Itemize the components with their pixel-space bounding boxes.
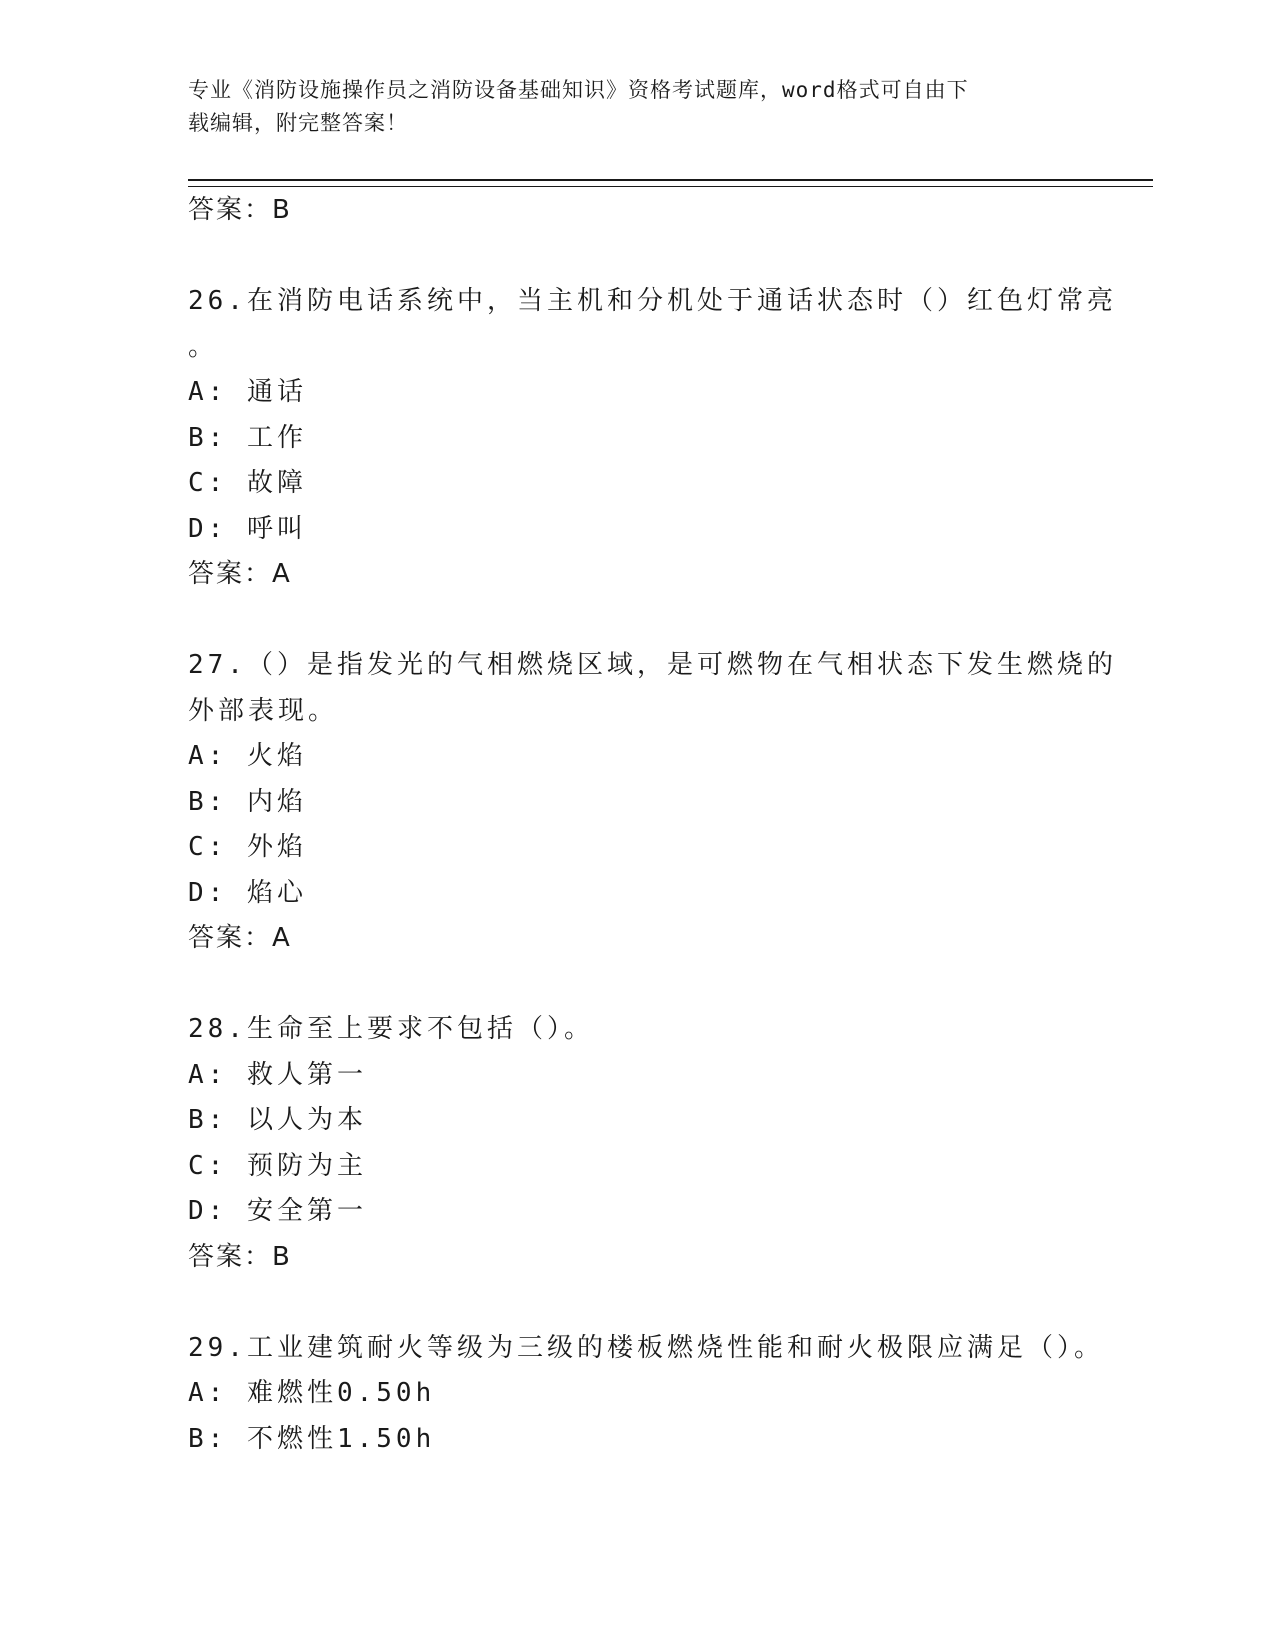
option-a: A: 难燃性0.50h [188, 1378, 436, 1408]
spacer [188, 1280, 1088, 1326]
option-d: D: 呼叫 [188, 513, 307, 544]
answer-line: 答案：B [188, 195, 292, 225]
option-a: A: 火焰 [188, 741, 307, 771]
question-stem: 29.工业建筑耐火等级为三级的楼板燃烧性能和耐火极限应满足（）。 [188, 1332, 1104, 1363]
question-stem-continued: 。 [188, 331, 219, 362]
option-c: C: 故障 [188, 468, 307, 498]
option-d: D: 安全第一 [188, 1196, 367, 1226]
spacer [188, 962, 1088, 1008]
question-stem: 28.生命至上要求不包括（）。 [188, 1014, 594, 1044]
spacer [188, 234, 1088, 280]
question-28 [188, 1007, 1088, 1280]
option-d: D: 焰心 [188, 877, 307, 908]
question-27 [188, 643, 1117, 962]
question-stem: 26.在消防电话系统中，当主机和分机处于通话状态时（）红色灯常亮 [188, 286, 1117, 316]
option-c: C: 预防为主 [188, 1150, 367, 1181]
option-b: B: 内焰 [188, 786, 307, 817]
question-list [188, 188, 1117, 1462]
document-header [188, 74, 1068, 140]
answer-line: 答案：A [188, 923, 292, 953]
question-29 [188, 1326, 1104, 1463]
answer-line: 答案：B [188, 1241, 292, 1272]
answer-line: 答案：A [188, 559, 292, 589]
option-a: A: 救人第一 [188, 1059, 367, 1090]
question-26 [188, 279, 1117, 598]
header-divider [188, 179, 1153, 187]
spacer [188, 598, 1088, 644]
option-b: B: 工作 [188, 422, 307, 453]
option-b: B: 以人为本 [188, 1105, 367, 1135]
question-stem: 27.（）是指发光的气相燃烧区域，是可燃物在气相状态下发生燃烧的 [188, 650, 1117, 680]
header-line-2: 载编辑，附完整答案！ [188, 111, 408, 135]
option-a: A: 通话 [188, 377, 307, 407]
option-b: B: 不燃性1.50h [188, 1423, 436, 1454]
option-c: C: 外焰 [188, 832, 307, 862]
question-stem-continued: 外部表现。 [188, 695, 339, 726]
header-line-1: 专业《消防设施操作员之消防设备基础知识》资格考试题库，word格式可自由下 [188, 78, 969, 102]
